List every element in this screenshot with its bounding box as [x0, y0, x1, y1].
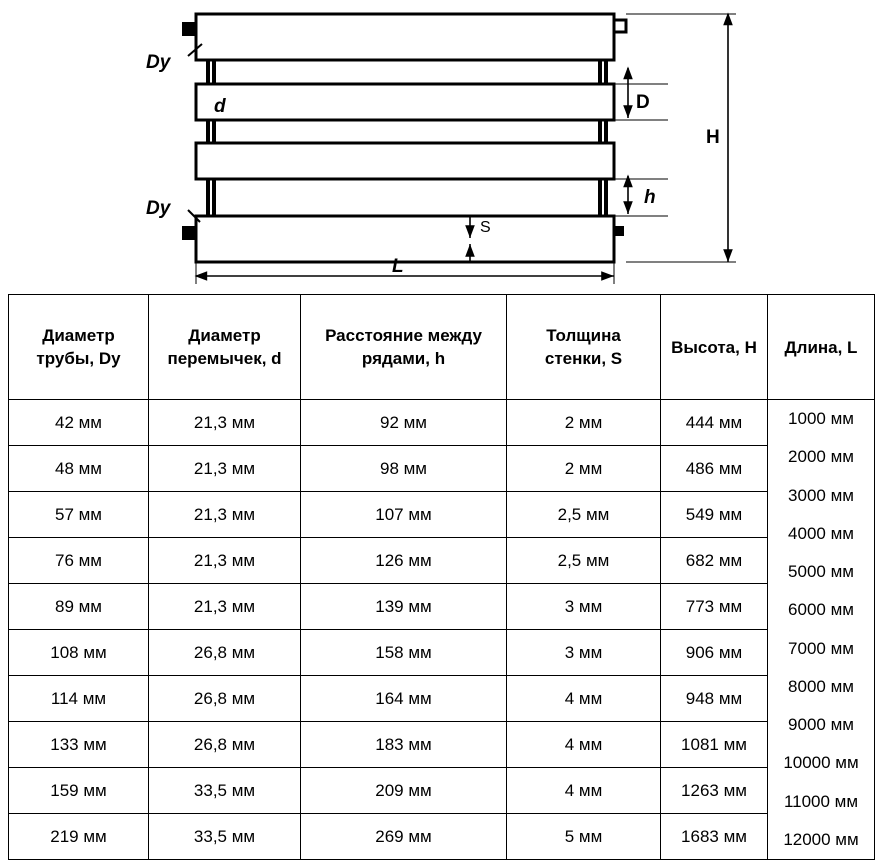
cell-height: 682 мм [661, 538, 768, 584]
length-item: 2000 мм [788, 447, 854, 467]
cell-row-spacing: 269 мм [301, 814, 507, 860]
cell-height: 444 мм [661, 400, 768, 446]
cell-height: 549 мм [661, 492, 768, 538]
label-L: L [392, 256, 404, 277]
cell-jumper-diameter: 21,3 мм [149, 446, 301, 492]
table-row [9, 538, 875, 584]
cell-pipe-diameter: 76 мм [9, 538, 149, 584]
header-wall-thickness-line1: Толщина [546, 326, 621, 345]
table-row [9, 630, 875, 676]
cell-pipe-diameter: 114 мм [9, 676, 149, 722]
header-row-spacing-line1: Расстояние между [325, 326, 482, 345]
cell-wall-thickness: 3 мм [507, 630, 661, 676]
pipe-bodies [196, 14, 614, 262]
length-item: 11000 мм [783, 791, 859, 811]
cell-height: 948 мм [661, 676, 768, 722]
cell-pipe-diameter: 159 мм [9, 768, 149, 814]
length-item: 5000 мм [788, 562, 854, 582]
cell-wall-thickness: 4 мм [507, 722, 661, 768]
label-S: S [480, 219, 491, 236]
header-jumper-diameter [149, 295, 301, 400]
table-row [9, 584, 875, 630]
length-item: 1000 мм [788, 409, 854, 429]
header-pipe-diameter [9, 295, 149, 400]
cell-pipe-diameter: 48 мм [9, 446, 149, 492]
length-item: 6000 мм [788, 600, 854, 620]
cell-wall-thickness: 4 мм [507, 676, 661, 722]
cell-row-spacing: 158 мм [301, 630, 507, 676]
cell-jumper-diameter: 33,5 мм [149, 768, 301, 814]
table-row [9, 446, 875, 492]
cell-row-spacing: 98 мм [301, 446, 507, 492]
cell-row-spacing: 92 мм [301, 400, 507, 446]
dimension-h [628, 176, 656, 214]
cell-row-spacing: 164 мм [301, 676, 507, 722]
dimension-D [628, 68, 650, 118]
cell-pipe-diameter: 108 мм [9, 630, 149, 676]
label-dy-bottom: Dy [146, 198, 171, 219]
cell-jumper-diameter: 26,8 мм [149, 676, 301, 722]
table-row [9, 492, 875, 538]
cell-row-spacing: 126 мм [301, 538, 507, 584]
cell-height: 1683 мм [661, 814, 768, 860]
cell-height: 1263 мм [661, 768, 768, 814]
cell-jumper-diameter: 21,3 мм [149, 584, 301, 630]
cell-height: 773 мм [661, 584, 768, 630]
register-drawing [0, 0, 882, 292]
cell-jumper-diameter: 21,3 мм [149, 492, 301, 538]
cell-row-spacing: 107 мм [301, 492, 507, 538]
length-list [768, 400, 874, 859]
cell-pipe-diameter: 89 мм [9, 584, 149, 630]
label-D: D [636, 92, 650, 113]
header-height [661, 295, 768, 400]
leader-d [214, 96, 226, 117]
cell-pipe-diameter: 133 мм [9, 722, 149, 768]
cell-wall-thickness: 2,5 мм [507, 492, 661, 538]
header-length-line1: Длина, L [784, 337, 858, 357]
cell-wall-thickness: 2 мм [507, 400, 661, 446]
header-jumper-diameter-line1: Диаметр [188, 326, 261, 345]
cell-jumper-diameter: 33,5 мм [149, 814, 301, 860]
header-height-line1: Высота, H [671, 337, 757, 357]
label-d: d [214, 96, 226, 117]
cell-pipe-diameter: 42 мм [9, 400, 149, 446]
cell-row-spacing: 139 мм [301, 584, 507, 630]
length-item: 7000 мм [788, 638, 854, 658]
cell-length-list [768, 400, 875, 860]
length-item: 4000 мм [788, 523, 854, 543]
leader-dy-bottom [146, 198, 200, 222]
cell-pipe-diameter: 57 мм [9, 492, 149, 538]
header-row-spacing-line2: рядами, h [361, 349, 446, 368]
cell-wall-thickness: 3 мм [507, 584, 661, 630]
cell-jumper-diameter: 26,8 мм [149, 722, 301, 768]
length-item: 12000 мм [783, 829, 859, 849]
dimension-H [706, 14, 728, 262]
label-H: H [706, 127, 720, 148]
table-row [9, 722, 875, 768]
cell-height: 486 мм [661, 446, 768, 492]
label-dy-top: Dy [146, 52, 171, 73]
specifications-table [8, 294, 875, 860]
length-item: 10000 мм [783, 753, 859, 773]
cell-jumper-diameter: 21,3 мм [149, 538, 301, 584]
cell-wall-thickness: 4 мм [507, 768, 661, 814]
table-row [9, 400, 875, 446]
cell-height: 1081 мм [661, 722, 768, 768]
header-pipe-diameter-line2: трубы, Dy [36, 349, 121, 368]
header-jumper-diameter-line2: перемычек, d [167, 349, 282, 368]
table-body [9, 400, 875, 860]
cell-wall-thickness: 5 мм [507, 814, 661, 860]
table-row [9, 768, 875, 814]
leader-dy-top [146, 44, 202, 73]
cell-height: 906 мм [661, 630, 768, 676]
length-item: 8000 мм [788, 676, 854, 696]
length-item: 9000 мм [788, 715, 854, 735]
table-header-row [9, 295, 875, 400]
length-item: 3000 мм [788, 485, 854, 505]
cell-jumper-diameter: 26,8 мм [149, 630, 301, 676]
cell-wall-thickness: 2,5 мм [507, 538, 661, 584]
header-pipe-diameter-line1: Диаметр [42, 326, 115, 345]
cell-jumper-diameter: 21,3 мм [149, 400, 301, 446]
header-row-spacing [301, 295, 507, 400]
cell-row-spacing: 183 мм [301, 722, 507, 768]
header-wall-thickness [507, 295, 661, 400]
table-row [9, 814, 875, 860]
header-wall-thickness-line2: стенки, S [544, 349, 623, 368]
cell-pipe-diameter: 219 мм [9, 814, 149, 860]
header-length [768, 295, 875, 400]
label-h: h [644, 187, 656, 208]
cell-wall-thickness: 2 мм [507, 446, 661, 492]
cell-row-spacing: 209 мм [301, 768, 507, 814]
table-row [9, 676, 875, 722]
